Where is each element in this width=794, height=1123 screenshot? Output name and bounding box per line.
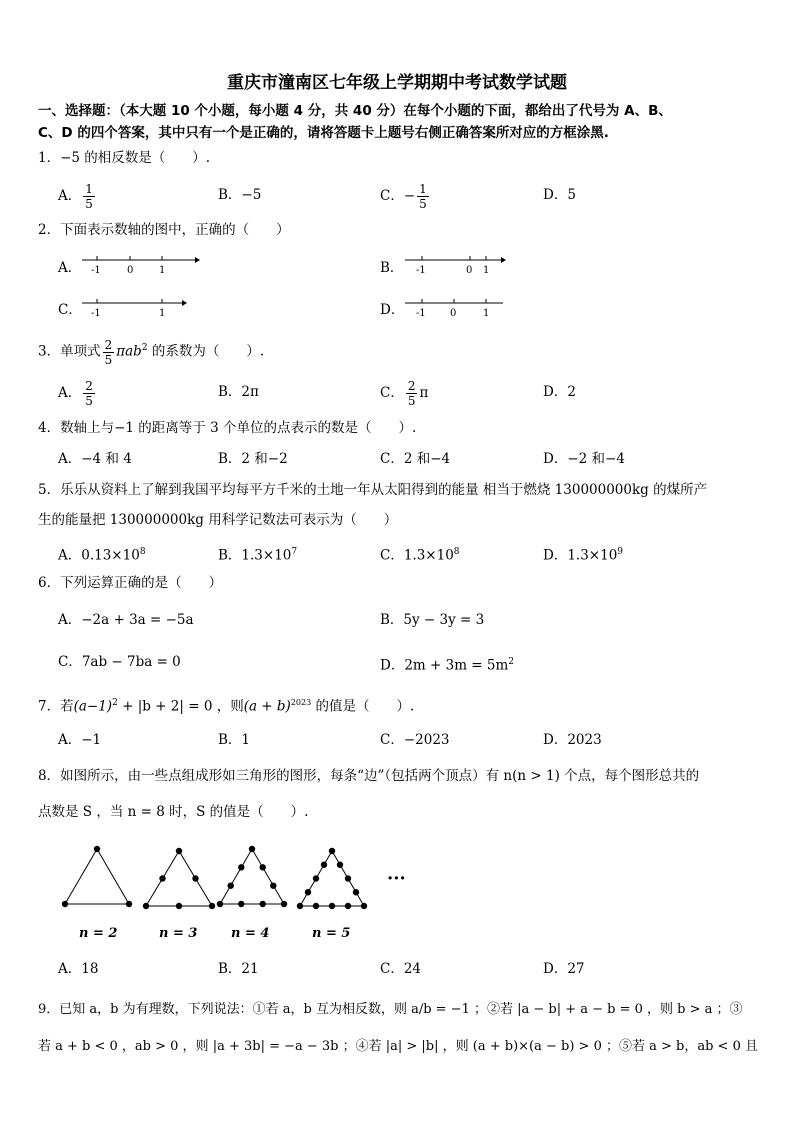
triangle-n4: [217, 846, 287, 907]
q3-option-a: A． $\frac{2}{5}$: [58, 379, 93, 408]
section-instructions-line1: 一、选择题：（本大题 10 个小题，每小题 4 分，共 40 分）在每个小题的下面，都给出了代号为 A、B、: [38, 103, 672, 119]
q1-a-fraction: $\frac{1}{5}$: [85, 182, 93, 211]
q8-label-n2: n = 2: [79, 926, 118, 941]
triangle-n5: [297, 848, 367, 909]
q1-c-fraction: $\frac{1}{5}$: [419, 182, 427, 211]
q5-option-c: C．$1.3\times 10^8$: [380, 547, 460, 564]
q8-option-d: D．27: [543, 961, 585, 977]
q2-c-number-line: [80, 293, 190, 323]
q4-option-d: D．−2 和−4: [543, 451, 625, 467]
q7-option-c: C．−2023: [380, 732, 450, 748]
q4-option-a: A．−4 和 4: [58, 451, 132, 467]
svg-text:0: 0: [466, 265, 473, 276]
q1-option-d: D．5: [543, 187, 576, 203]
q8-ellipsis: ···: [387, 868, 406, 889]
q2-b-number-line: [403, 250, 508, 280]
q3-stem: 3．单项式 $\frac{2}{5}$ πab$^2$ 的系数为（ ）.: [38, 337, 265, 367]
q3-option-b: B．2π: [218, 384, 259, 400]
svg-text:-1: -1: [91, 308, 101, 319]
q7-option-a: A．−1: [58, 732, 102, 748]
q5-stem-line1: 5．乐乐从资料上了解到我国平均每平方千米的土地一年从太阳得到的能量 相当于燃烧 130000000kg 的煤所产: [38, 482, 708, 498]
q3-option-d: D．2: [543, 384, 576, 400]
q5-option-a: A．$0.13\times 10^8$: [58, 547, 146, 564]
q2-option-c: C．: [58, 302, 82, 318]
q9-stem-line1: 9．已知 a，b 为有理数，下列说法：①若 a，b 互为相反数，则 a/b = −1 ；②若 |a − b| + a − b = 0 ，则 b > a ；③: [38, 1002, 743, 1017]
svg-text:0: 0: [127, 265, 134, 276]
q6-option-b: B．5y − 3y = 3: [380, 612, 485, 628]
q1-option-c: C．− $\frac{1}{5}$: [380, 182, 427, 211]
q6-stem: 6．下列运算正确的是（ ）: [38, 575, 223, 591]
q4-option-c: C．2 和−4: [380, 451, 451, 467]
q4-option-b: B．2 和−2: [218, 451, 288, 467]
svg-text:0: 0: [450, 308, 457, 319]
page-title: 重庆市潼南区七年级上学期期中考试数学试题: [227, 73, 567, 93]
triangle-n2: [62, 846, 132, 907]
svg-text:-1: -1: [416, 308, 426, 319]
svg-text:-1: -1: [416, 265, 426, 276]
q2-a-number-line: [80, 250, 200, 280]
q2-stem: 2．下面表示数轴的图中，正确的（ ）: [38, 222, 290, 238]
q8-label-n5: n = 5: [312, 926, 351, 941]
q1-stem: 1．−5 的相反数是（ ）.: [38, 150, 211, 166]
q6-option-a: A．−2a + 3a = −5a: [58, 612, 194, 628]
q5-stem-line2: 生的能量把 130000000kg 用科学记数法可表示为（ ）: [38, 512, 398, 528]
q3-c-fraction: $\frac{2}{5}$: [407, 379, 416, 408]
q6-option-c: C．7ab − 7ba = 0: [58, 654, 181, 670]
q4-stem: 4．数轴上与−1 的距离等于 3 个单位的点表示的数是（ ）.: [38, 420, 417, 436]
q8-label-n3: n = 3: [159, 926, 198, 941]
q3-a-fraction: $\frac{2}{5}$: [85, 379, 93, 408]
q5-option-b: B．$1.3\times 10^7$: [218, 547, 298, 564]
q7-option-d: D．2023: [543, 732, 602, 748]
triangle-n3: [143, 848, 215, 909]
q3-stem-fraction: $\frac{2}{5}$: [104, 337, 113, 367]
svg-text:1: 1: [159, 308, 166, 319]
q1-option-a: A． $\frac{1}{5}$: [58, 182, 93, 211]
q2-option-b: B．: [380, 260, 404, 276]
q3-option-c: C． $\frac{2}{5}$ π: [380, 379, 429, 408]
q5-option-d: D．$1.3\times 10^9$: [543, 547, 624, 564]
q2-option-a: A．: [58, 260, 82, 276]
q8-label-n4: n = 4: [231, 926, 270, 941]
section-instructions-line2: C、D 的四个答案，其中只有一个是正确的，请将答题卡上题号右侧正确答案所对应的方框涂黑.: [38, 125, 609, 141]
q8-triangle-figures: [55, 842, 435, 947]
svg-text:1: 1: [483, 308, 490, 319]
q6-option-d: D．$2m + 3m = 5m^2$: [380, 657, 515, 674]
q7-stem: 7．若$(a-1)^2 + |b + 2| = 0$ ，则$(a + b)^{2023}$ 的值是（ ）.: [38, 698, 415, 715]
q9-stem-line2: 若 a + b < 0 ，ab > 0 ，则 |a + 3b| = −a − 3b ；④若 |a| > |b| ，则 (a + b)×(a − b) > 0 ；⑤若 a > b，ab < 0 且: [38, 1039, 758, 1054]
q8-option-a: A．18: [58, 961, 99, 977]
q8-stem-line2: 点数是 S ，当 n = 8 时，S 的值是（ ）.: [38, 804, 309, 820]
q2-d-number-line: [403, 293, 508, 323]
svg-text:-1: -1: [91, 265, 101, 276]
q8-stem-line1: 8．如图所示，由一些点组成形如三角形的图形，每条“边”（包括两个顶点）有 n(n > 1) 个点，每个图形总共的: [38, 768, 700, 784]
q7-option-b: B．1: [218, 732, 251, 748]
q8-option-c: C．24: [380, 961, 422, 977]
q1-option-b: B．−5: [218, 187, 262, 203]
svg-text:1: 1: [483, 265, 490, 276]
q8-option-b: B．21: [218, 961, 259, 977]
q2-option-d: D．: [380, 302, 405, 318]
svg-text:1: 1: [159, 265, 166, 276]
